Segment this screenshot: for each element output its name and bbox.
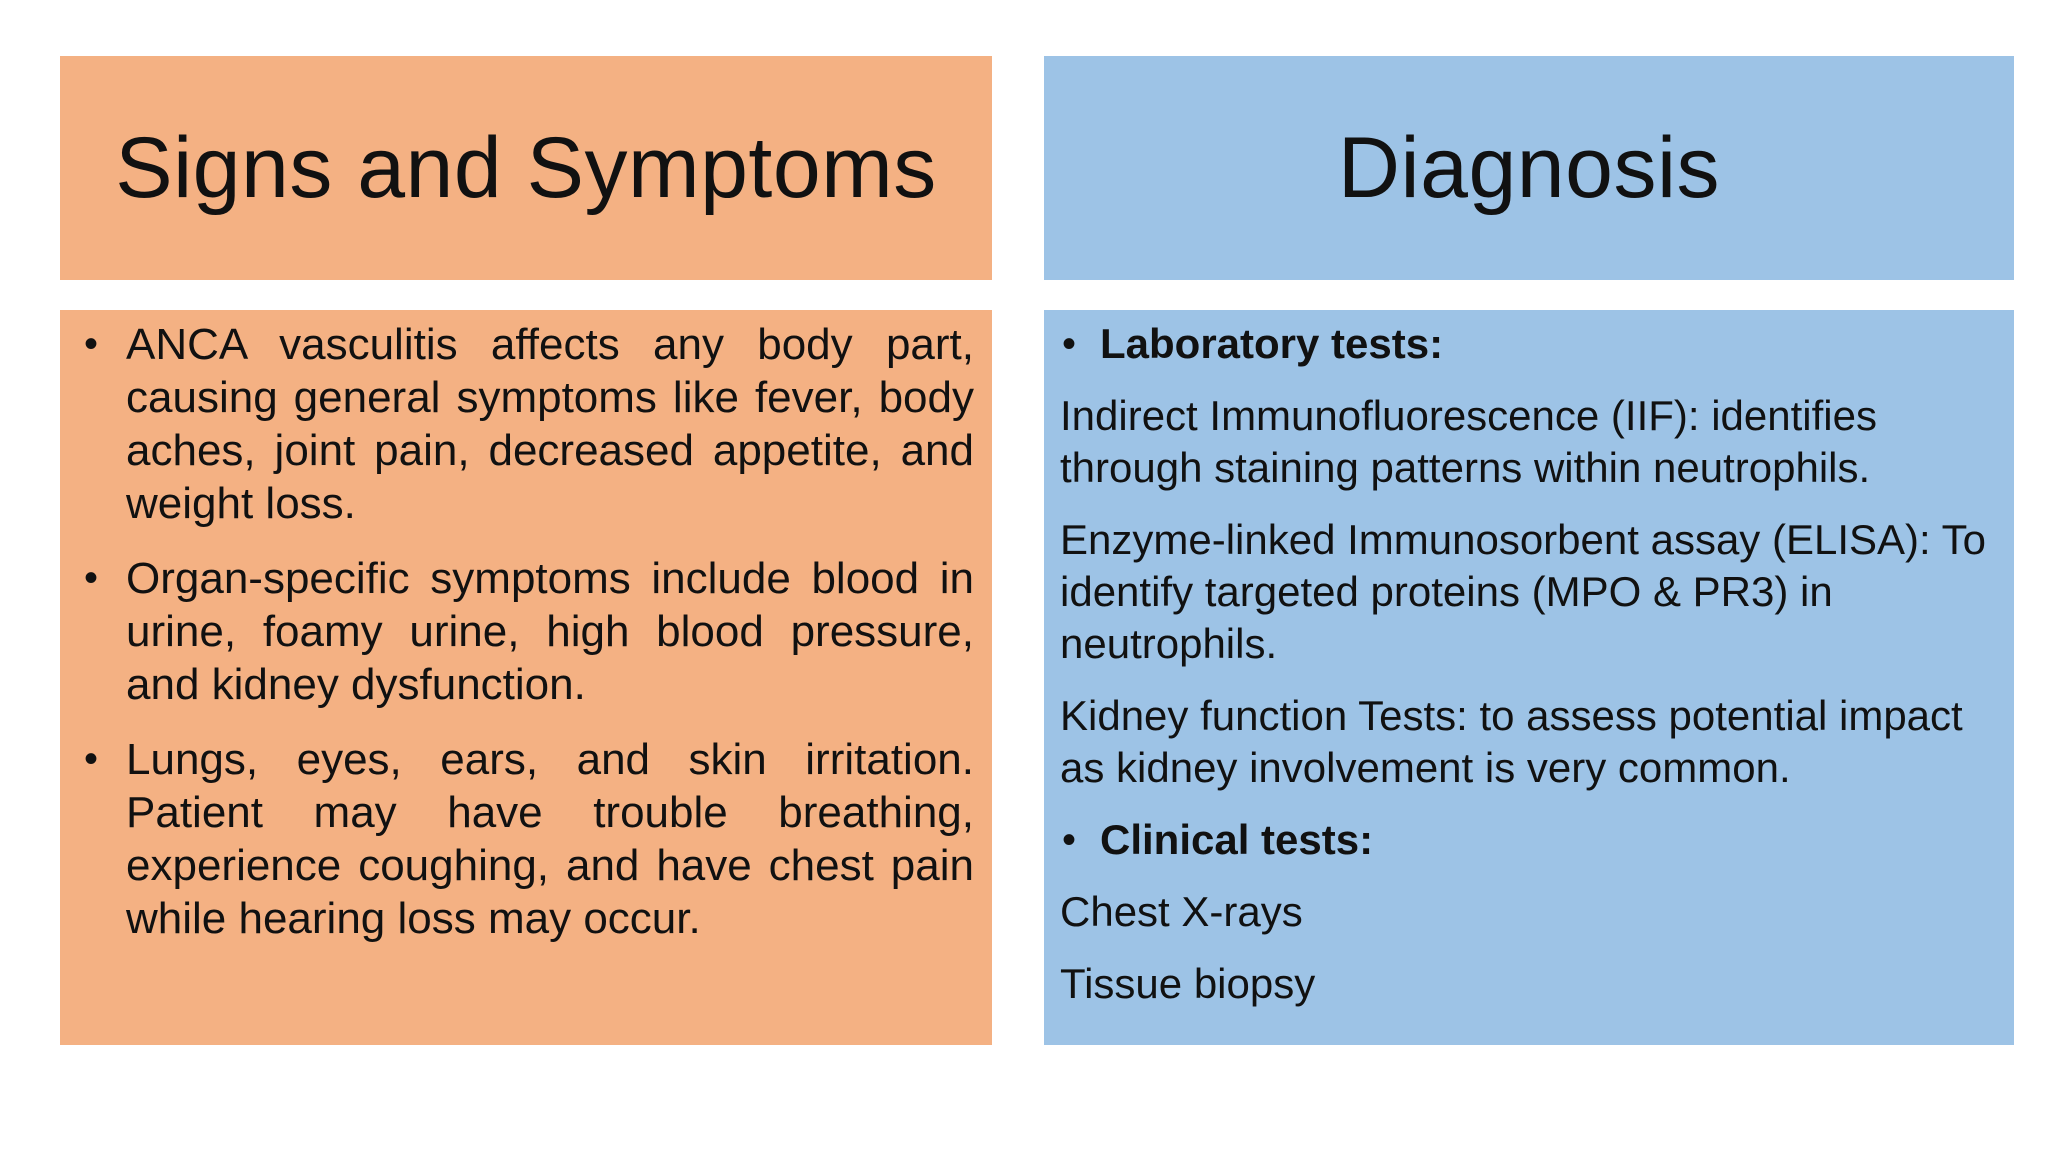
lab-test-iif: Indirect Immunofluorescence (IIF): identifies through staining patterns within neutrophils. [1060, 392, 1877, 491]
clinical-tests-heading [1060, 814, 1994, 866]
clinical-test-chest-xray: Chest X-rays [1060, 888, 1303, 935]
symptom-text: ANCA vasculitis affects any body part, causing general symptoms like fever, body aches, joint pain, decreased appetite, and weight loss. [126, 320, 974, 528]
symptoms-list [78, 318, 974, 945]
laboratory-tests-heading [1060, 318, 1994, 370]
clinical-test-tissue-biopsy: Tissue biopsy [1060, 960, 1316, 1007]
bullet-icon: • [84, 556, 99, 600]
diagnosis-title: Diagnosis [1337, 119, 1721, 216]
symptom-text: Organ-specific symptoms include blood in urine, foamy urine, high blood pressure, and kidney dysfunction. [126, 554, 974, 709]
lab-test-kidney-function: Kidney function Tests: to assess potential impact as kidney involvement is very common. [1060, 692, 1963, 791]
signs-symptoms-title: Signs and Symptoms [115, 119, 937, 216]
laboratory-tests-label: Laboratory tests: [1100, 320, 1444, 367]
diagnosis-body [1044, 310, 2014, 1045]
bullet-icon: • [1062, 322, 1077, 366]
symptom-bullet-2 [78, 552, 974, 711]
symptom-text: Lungs, eyes, ears, and skin irritation. Patient may have trouble breathing, experience coughing, and have chest pain while hearing loss may occur. [126, 735, 974, 943]
bullet-icon: • [84, 322, 99, 366]
diagnosis-title-box [1044, 56, 2014, 280]
clinical-tests-label: Clinical tests: [1100, 816, 1374, 863]
signs-symptoms-title-box [60, 56, 992, 280]
lab-test-elisa: Enzyme-linked Immunosorbent assay (ELISA): To identify targeted proteins (MPO & PR3) in neutrophils. [1060, 516, 1986, 667]
bullet-icon: • [1062, 818, 1077, 862]
bullet-icon: • [84, 737, 99, 781]
signs-symptoms-body [60, 310, 992, 1045]
symptom-bullet-1 [78, 318, 974, 530]
symptom-bullet-3 [78, 733, 974, 945]
